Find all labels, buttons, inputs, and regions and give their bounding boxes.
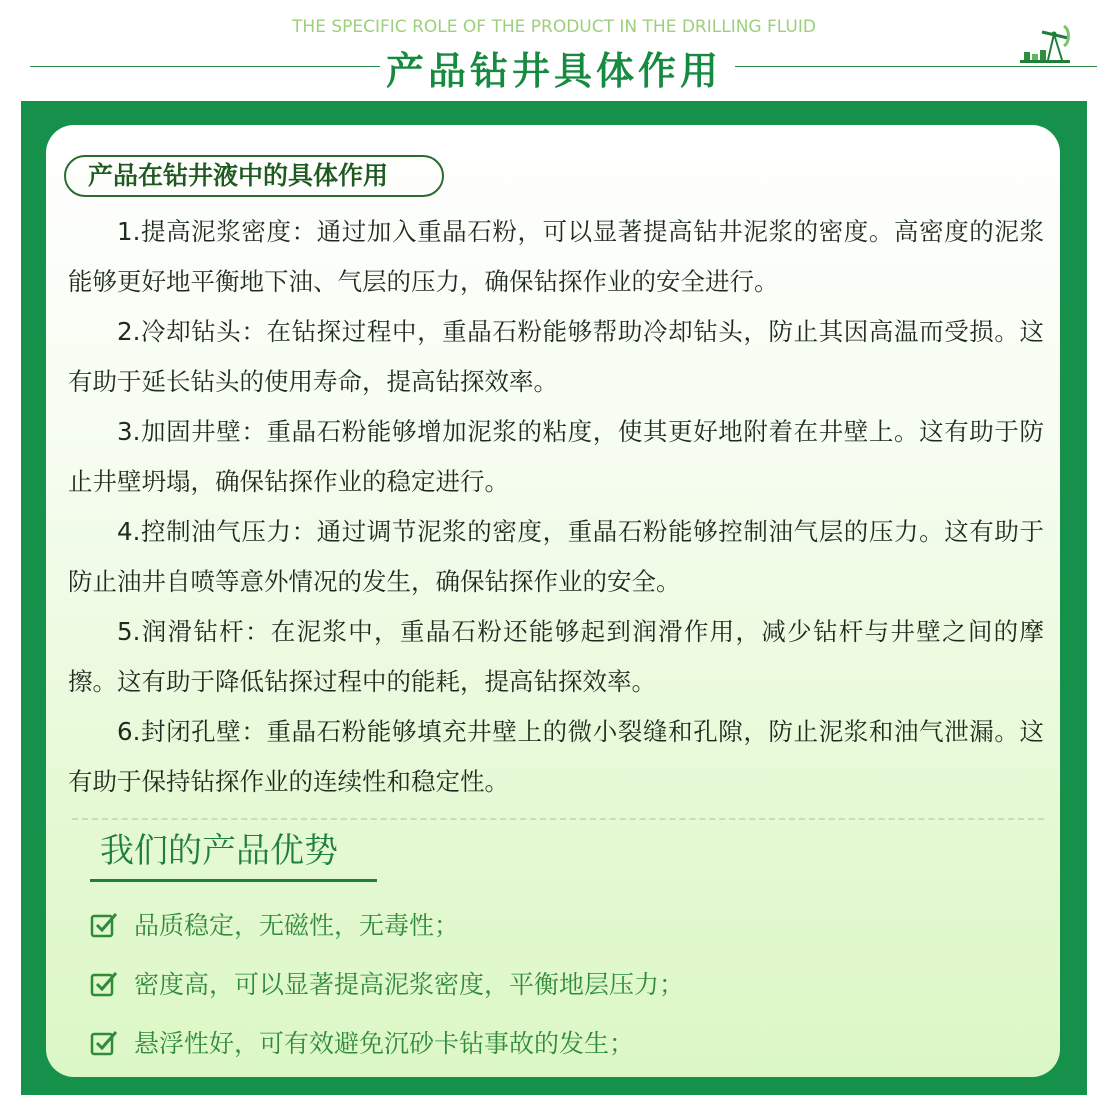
oil-pump-icon [1018, 20, 1072, 66]
advantages-title: 我们的产品优势 [100, 831, 338, 871]
paragraph-4: 4.控制油气压力：通过调节泥浆的密度，重晶石粉能够控制油气层的压力。这有助于防止油井自喷等意外情况的发生，确保钻探作业的安全。 [68, 517, 1044, 596]
advantage-item [90, 965, 684, 1001]
advantage-text: 密度高，可以显著提高泥浆密度，平衡地层压力； [134, 970, 685, 999]
advantage-item [90, 1024, 634, 1060]
section-heading: 产品在钻井液中的具体作用 [64, 155, 444, 197]
checkbox-check-icon [90, 1028, 118, 1056]
header-subtitle: THE SPECIFIC ROLE OF THE PRODUCT IN THE DRILLING FLUID [292, 17, 816, 37]
paragraph-5: 5.润滑钻杆：在泥浆中，重晶石粉还能够起到润滑作用，减少钻杆与井壁之间的摩擦。这有助于降低钻探过程中的能耗，提高钻探效率。 [68, 617, 1044, 696]
checkbox-check-icon [90, 910, 118, 938]
paragraph-1: 1.提高泥浆密度：通过加入重晶石粉，可以显著提高钻井泥浆的密度。高密度的泥浆能够更好地平衡地下油、气层的压力，确保钻探作业的安全进行。 [68, 217, 1044, 296]
paragraph-2: 2.冷却钻头：在钻探过程中，重晶石粉能够帮助冷却钻头，防止其因高温而受损。这有助于延长钻头的使用寿命，提高钻探效率。 [68, 317, 1044, 396]
role-paragraphs [68, 207, 1044, 807]
paragraph-3: 3.加固井壁：重晶石粉能够增加泥浆的粘度，使其更好地附着在井壁上。这有助于防止井壁坍塌，确保钻探作业的稳定进行。 [68, 417, 1044, 496]
advantage-text: 悬浮性好，可有效避免沉砂卡钻事故的发生； [134, 1029, 635, 1058]
checkbox-check-icon [90, 969, 118, 997]
advantage-item [90, 906, 459, 942]
section-divider [72, 818, 1044, 820]
page-title: 产品钻井具体作用 [385, 49, 722, 93]
advantages-underline [90, 879, 377, 882]
advantage-text: 品质稳定，无磁性，无毒性； [134, 911, 460, 940]
header-rule-right [735, 66, 1097, 67]
paragraph-6: 6.封闭孔壁：重晶石粉能够填充井壁上的微小裂缝和孔隙，防止泥浆和油气泄漏。这有助于保持钻探作业的连续性和稳定性。 [68, 717, 1044, 796]
